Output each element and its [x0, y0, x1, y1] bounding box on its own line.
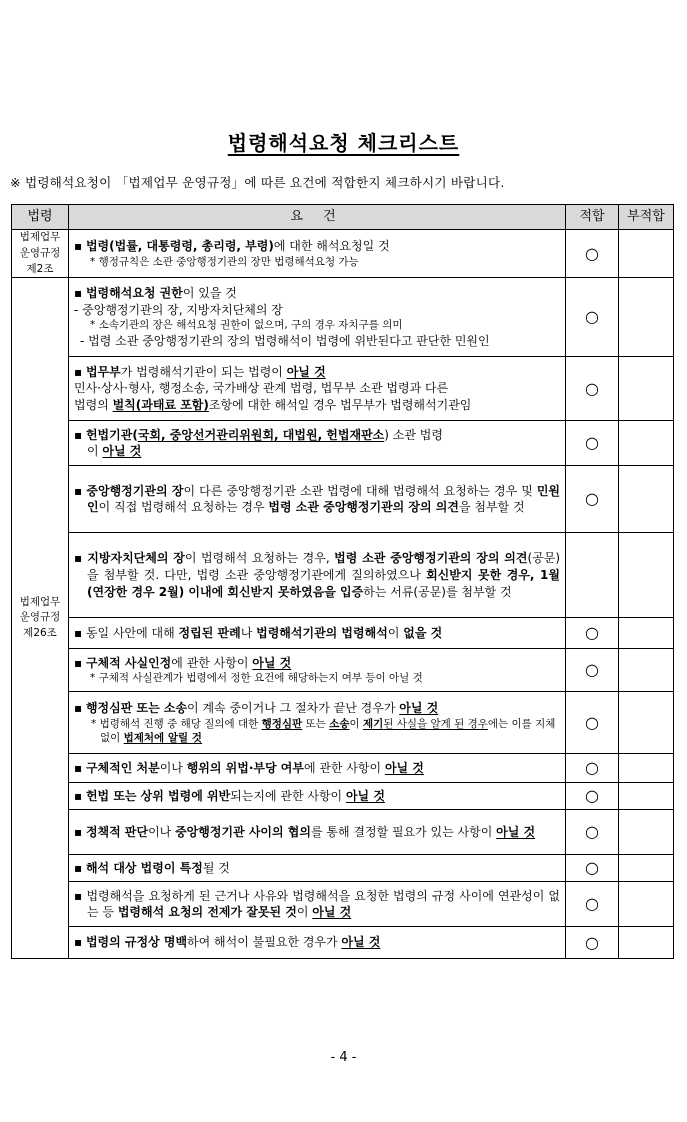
law-label-art26: 법제업무 운영규정 제26조 — [12, 278, 69, 959]
unfit-checkbox[interactable] — [619, 357, 674, 421]
unfit-checkbox[interactable] — [619, 855, 674, 882]
unfit-checkbox[interactable] — [619, 754, 674, 783]
fit-checkbox[interactable] — [566, 533, 619, 618]
checklist-table — [11, 204, 674, 959]
fit-checkbox[interactable]: ○ — [566, 783, 619, 810]
table-row — [12, 618, 674, 649]
table-row — [12, 882, 674, 927]
fit-checkbox[interactable]: ○ — [566, 421, 619, 466]
requirement-cell: ▪ 헌법기관(국회, 중앙선거관리위원회, 대법원, 헌법재판소) 소관 법령 이 아닐 것 — [69, 421, 566, 466]
table-row — [12, 855, 674, 882]
unfit-checkbox[interactable] — [619, 618, 674, 649]
table-row — [12, 754, 674, 783]
table-row — [12, 692, 674, 754]
unfit-checkbox[interactable] — [619, 810, 674, 855]
requirement-cell: ▪ 정책적 판단이나 중앙행정기관 사이의 협의를 통해 결정할 필요가 있는 사항이 아닐 것 — [69, 810, 566, 855]
table-row — [12, 783, 674, 810]
fit-checkbox[interactable]: ○ — [566, 754, 619, 783]
header-requirement: 요 건 — [69, 205, 566, 230]
fit-checkbox[interactable]: ○ — [566, 692, 619, 754]
table-row — [12, 466, 674, 533]
requirement-cell: ▪ 법령해석을 요청하게 된 근거나 사유와 법령해석을 요청한 법령의 규정 사이에 연관성이 없는 등 법령해석 요청의 전제가 잘못된 것이 아닐 것 — [69, 882, 566, 927]
law-label-art2: 법제업무 운영규정 제2조 — [12, 230, 69, 278]
table-row — [12, 649, 674, 692]
fit-checkbox[interactable]: ○ — [566, 278, 619, 357]
fit-checkbox[interactable]: ○ — [566, 810, 619, 855]
unfit-checkbox[interactable] — [619, 230, 674, 278]
fit-checkbox[interactable]: ○ — [566, 357, 619, 421]
requirement-cell: ▪ 법령(법률, 대통령령, 총리령, 부령)에 대한 해석요청일 것 * 행정규칙은 소관 중앙행정기관의 장만 법령해석요청 가능 — [69, 230, 566, 278]
table-row — [12, 230, 674, 278]
requirement-cell: ▪ 중앙행정기관의 장이 다른 중앙행정기관 소관 법령에 대해 법령해석 요청하는 경우 및 민원인이 직접 법령해석 요청하는 경우 법령 소관 중앙행정기관의 장의 의견을 첨부할 것 — [69, 466, 566, 533]
fit-checkbox[interactable]: ○ — [566, 466, 619, 533]
fit-checkbox[interactable]: ○ — [566, 855, 619, 882]
requirement-cell: ▪ 헌법 또는 상위 법령에 위반되는지에 관한 사항이 아닐 것 — [69, 783, 566, 810]
requirement-cell: ▪ 해석 대상 법령이 특정될 것 — [69, 855, 566, 882]
unfit-checkbox[interactable] — [619, 649, 674, 692]
unfit-checkbox[interactable] — [619, 466, 674, 533]
intro-text: ※ 법령해석요청이 「법제업무 운영규정」에 따른 요건에 적합한지 체크하시기 바랍니다. — [10, 175, 505, 190]
fit-checkbox[interactable]: ○ — [566, 927, 619, 959]
header-law: 법령 — [12, 205, 69, 230]
page-title: 법령해석요청 체크리스트 — [227, 131, 460, 155]
header-row — [12, 205, 674, 230]
table-row — [12, 927, 674, 959]
header-fit: 적합 — [566, 205, 619, 230]
fit-checkbox[interactable]: ○ — [566, 230, 619, 278]
requirement-cell: ▪ 법령해석요청 권한이 있을 것 - 중앙행정기관의 장, 지방자치단체의 장 * 소속기관의 장은 해석요청 권한이 없으며, 구의 경우 자치구를 의미 - 법령 소관 중앙행정기관의 장의 법령해석이 법령에 위반된다고 판단한 민원인 — [69, 278, 566, 357]
fit-checkbox[interactable]: ○ — [566, 882, 619, 927]
fit-checkbox[interactable]: ○ — [566, 649, 619, 692]
unfit-checkbox[interactable] — [619, 278, 674, 357]
unfit-checkbox[interactable] — [619, 882, 674, 927]
fit-checkbox[interactable]: ○ — [566, 618, 619, 649]
unfit-checkbox[interactable] — [619, 421, 674, 466]
unfit-checkbox[interactable] — [619, 783, 674, 810]
requirement-cell: ▪ 법무부가 법령해석기관이 되는 법령이 아닐 것 민사·상사·형사, 행정소송, 국가배상 관계 법령, 법무부 소관 법령과 다른 법령의 벌칙(과태료 포함)조항에 대한 해석일 경우 법무부가 법령해석기관임 — [69, 357, 566, 421]
table-row — [12, 421, 674, 466]
unfit-checkbox[interactable] — [619, 927, 674, 959]
requirement-cell: ▪ 동일 사안에 대해 정립된 판례나 법령해석기관의 법령해석이 없을 것 — [69, 618, 566, 649]
table-row — [12, 278, 674, 357]
page-number: - 4 - — [330, 1050, 357, 1065]
requirement-cell: ▪ 법령의 규정상 명백하여 해석이 불필요한 경우가 아닐 것 — [69, 927, 566, 959]
requirement-cell: ▪ 지방자치단체의 장이 법령해석 요청하는 경우, 법령 소관 중앙행정기관의 장의 의견(공문)을 첨부할 것. 다만, 법령 소관 중앙행정기관에게 질의하였으나 회신받지 못한 경우, 1월(연장한 경우 2월) 이내에 회신받지 못하였음을 입증하는 서류(공문)를 첨부할 것 — [69, 533, 566, 618]
header-unfit: 부적합 — [619, 205, 674, 230]
table-row — [12, 357, 674, 421]
unfit-checkbox[interactable] — [619, 692, 674, 754]
requirement-cell: ▪ 구체적인 처분이나 행위의 위법·부당 여부에 관한 사항이 아닐 것 — [69, 754, 566, 783]
requirement-cell: ▪ 구체적 사실인정에 관한 사항이 아닐 것 * 구체적 사실관계가 법령에서 정한 요건에 해당하는지 여부 등이 아닐 것 — [69, 649, 566, 692]
unfit-checkbox[interactable] — [619, 533, 674, 618]
requirement-cell: ▪ 행정심판 또는 소송이 계속 중이거나 그 절차가 끝난 경우가 아닐 것 * 법령해석 진행 중 해당 질의에 대한 행정심판 또는 소송이 제기된 사실을 알게 된 경우에는 이를 지체 없이 법제처에 알릴 것 — [69, 692, 566, 754]
table-row — [12, 810, 674, 855]
table-row — [12, 533, 674, 618]
